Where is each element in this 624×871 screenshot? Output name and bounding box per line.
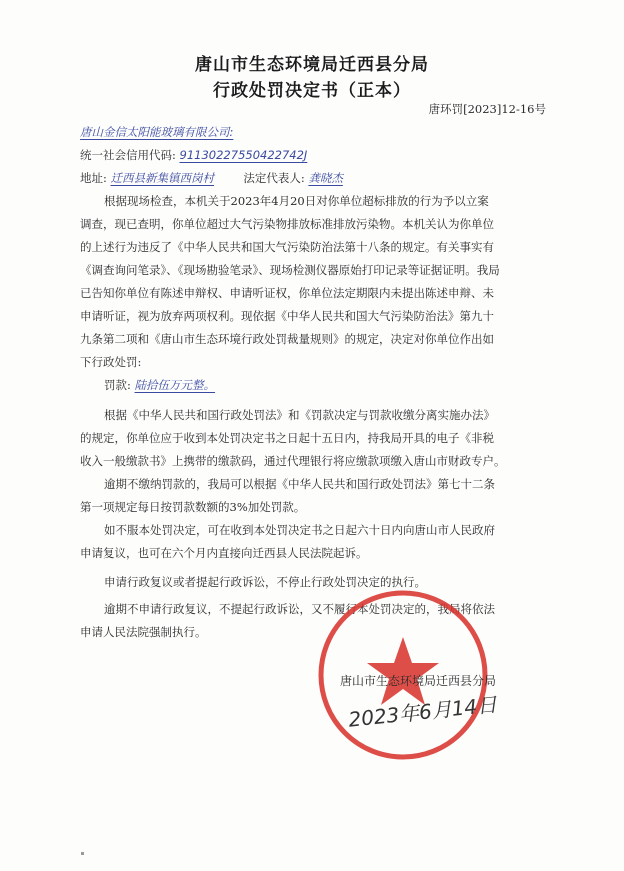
recipient-company-line (80, 121, 550, 144)
document-title-line1: 唐山市生态环境局迁西县分局 (195, 55, 429, 75)
address-value: 迁西县新集镇西岗村 (110, 171, 215, 185)
body-p1-line2: 调查，现已查明，你单位超过大气污染物排放标准排放污染物。本机关认为你单位 (80, 217, 494, 231)
body-p6-line2: 申请人民法院强制执行。 (80, 625, 207, 639)
legal-rep-value: 龚晓杰 (308, 171, 343, 185)
body-p5-line1: 申请行政复议或者提起行政诉讼，不停止行政处罚决定的执行。 (104, 575, 426, 589)
body-p1-line5: 已告知你单位有陈述申辩权、申请听证权，你单位法定期限内未提出陈述申辩、未 (80, 286, 494, 300)
body-p4-line1: 如不服本处罚决定，可在收到本处罚决定书之日起六十日内向唐山市人民政府 (104, 523, 495, 537)
body-p1-line4: 《调查询问笔录》、《现场勘验笔录》、现场检测仪器原始打印记录等证据证明。我局 (80, 263, 500, 277)
body-p2-line3: 收入一般缴款书》上携带的缴款码，通过代理银行将应缴款项缴入唐山市财政专户。 (80, 454, 506, 468)
fine-label: 罚款: (104, 378, 131, 392)
body-p3-line1: 逾期不缴纳罚款的，我局可以根据《中华人民共和国行政处罚法》第七十二条 (104, 477, 495, 491)
body-p4-line2: 申请复议，也可在六个月内直接向迁西县人民法院起诉。 (80, 546, 368, 560)
fine-amount: 陆拾伍万元整。 (134, 378, 216, 392)
body-p1-line3: 的上述行为违反了《中华人民共和国大气污染防治法第十八条的规定。有关事实有 (80, 240, 494, 254)
document-number: 唐环罚[2023]12-16号 (428, 102, 546, 116)
credit-code-line (80, 144, 550, 167)
legal-rep-label: 法定代表人: (243, 171, 305, 185)
body-p6-line1: 逾期不申请行政复议，不提起行政诉讼，又不履行本处罚决定的，我局将依法 (104, 602, 495, 616)
fine-line (80, 374, 574, 397)
body-p3-line2: 第一项规定每日按罚款数额的3%加处罚款。 (80, 500, 306, 514)
body-p2-line2: 的规定，你单位应于收到本处罚决定书之日起十五日内，持我局开具的电子《非税 (80, 431, 494, 445)
credit-code-label: 统一社会信用代码: (80, 148, 176, 162)
address-label: 地址: (80, 171, 107, 185)
recipient-company: 唐山金信太阳能玻璃有限公司: (80, 125, 234, 139)
address-line (80, 167, 550, 190)
body-p1-line8: 下行政处罚: (80, 355, 142, 369)
issuer-name: 唐山市生态环境局迁西县分局 (340, 674, 497, 688)
scan-speck (81, 852, 84, 855)
handwritten-date: 2023年6月14日 (347, 692, 499, 732)
credit-code-value: 91130227550422742J (179, 148, 308, 162)
body-p1-line1: 根据现场检查，本机关于2023年4月20日对你单位超标排放的行为予以立案 (104, 194, 489, 208)
document-title-line2: 行政处罚决定书（正本） (213, 81, 411, 101)
body-p1-line6: 申请听证，视为放弃两项权利。现依据《中华人民共和国大气污染防治法》第九十 (80, 309, 494, 323)
body-p1-line7: 九条第二项和《唐山市生态环境行政处罚裁量规则》的规定，决定对你单位作出如 (80, 332, 494, 346)
body-p2-line1: 根据《中华人民共和国行政处罚法》和《罚款决定与罚款收缴分离实施办法》 (104, 408, 495, 422)
